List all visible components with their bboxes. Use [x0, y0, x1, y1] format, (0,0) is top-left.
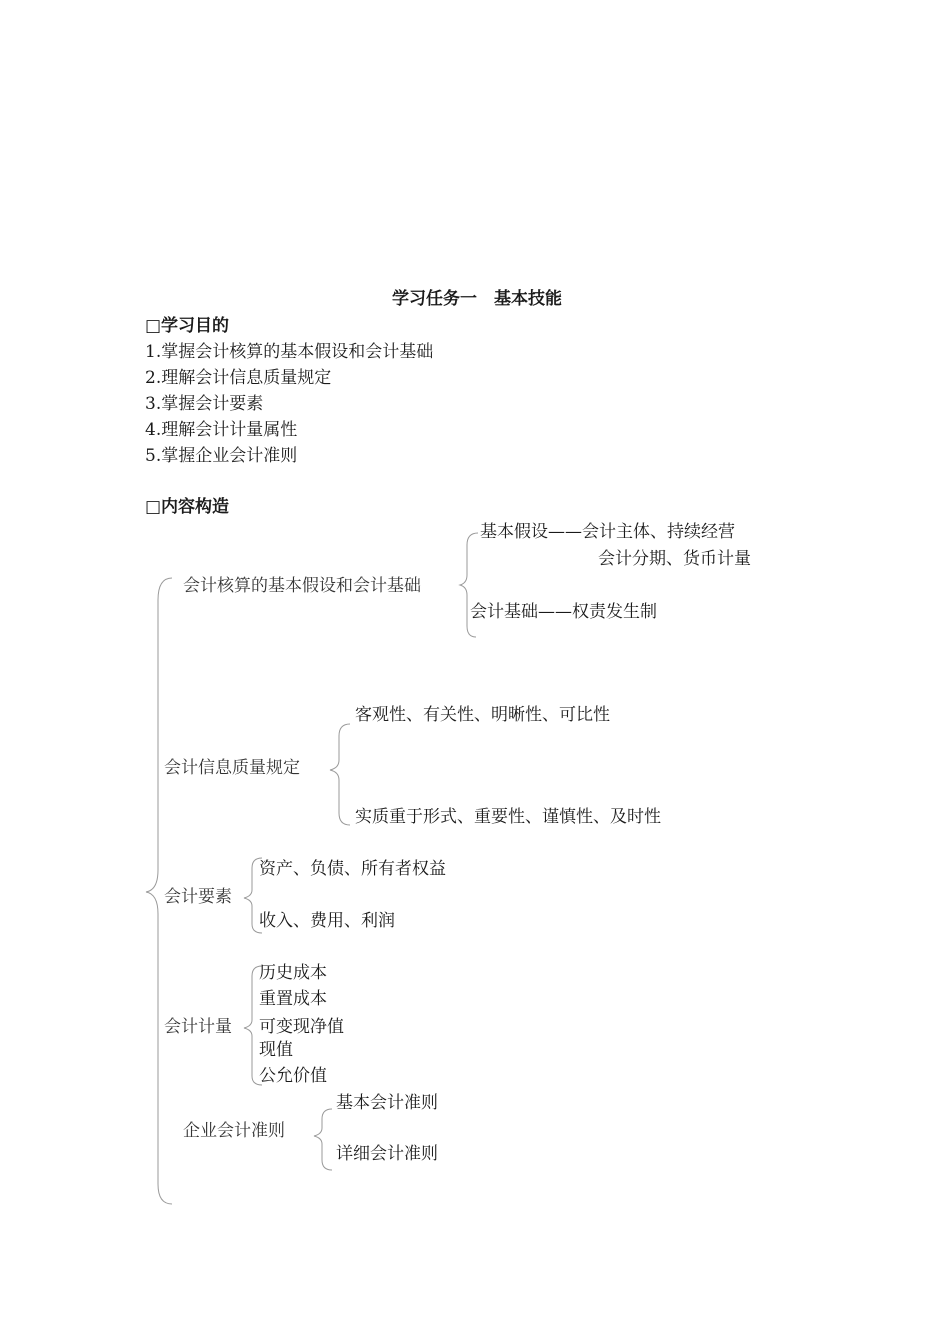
objective-item: 1.掌握会计核算的基本假设和会计基础: [145, 342, 434, 362]
quality-line-2: 实质重于形式、重要性、谨慎性、及时性: [355, 807, 661, 827]
objective-item: 4.理解会计计量属性: [145, 420, 298, 440]
elements-line-1: 资产、负债、所有者权益: [259, 859, 446, 879]
quality-brace: [330, 724, 350, 825]
measurement-item: 现值: [259, 1040, 293, 1060]
standards-node-label: 企业会计准则: [183, 1121, 285, 1141]
measurement-item: 历史成本: [259, 963, 327, 983]
structure-heading: □内容构造: [145, 497, 230, 517]
measurement-item: 可变现净值: [259, 1017, 344, 1037]
objective-item: 5.掌握企业会计准则: [145, 446, 298, 466]
elements-line-2: 收入、费用、利润: [259, 911, 395, 931]
objective-item: 3.掌握会计要素: [145, 394, 264, 414]
standards-line-2: 详细会计准则: [336, 1144, 438, 1164]
assumptions-line-2: 会计分期、货币计量: [598, 549, 751, 569]
page-title: 学习任务一 基本技能: [392, 289, 562, 309]
standards-line-1: 基本会计准则: [336, 1093, 438, 1113]
standards-brace: [314, 1109, 332, 1170]
assumptions-line-1: 基本假设——会计主体、持续经营: [480, 522, 735, 542]
measurement-item: 重置成本: [259, 989, 327, 1009]
basis-node-label: 会计核算的基本假设和会计基础: [183, 576, 421, 596]
measurement-item: 公允价值: [259, 1066, 327, 1086]
measurement-node-label: 会计计量: [164, 1017, 232, 1037]
quality-node-label: 会计信息质量规定: [164, 758, 300, 778]
objectives-heading: □学习目的: [145, 316, 230, 336]
accounting-basis: 会计基础——权责发生制: [470, 602, 657, 622]
elements-node-label: 会计要素: [164, 887, 232, 907]
quality-line-1: 客观性、有关性、明晰性、可比性: [355, 705, 610, 725]
objective-item: 2.理解会计信息质量规定: [145, 368, 332, 388]
